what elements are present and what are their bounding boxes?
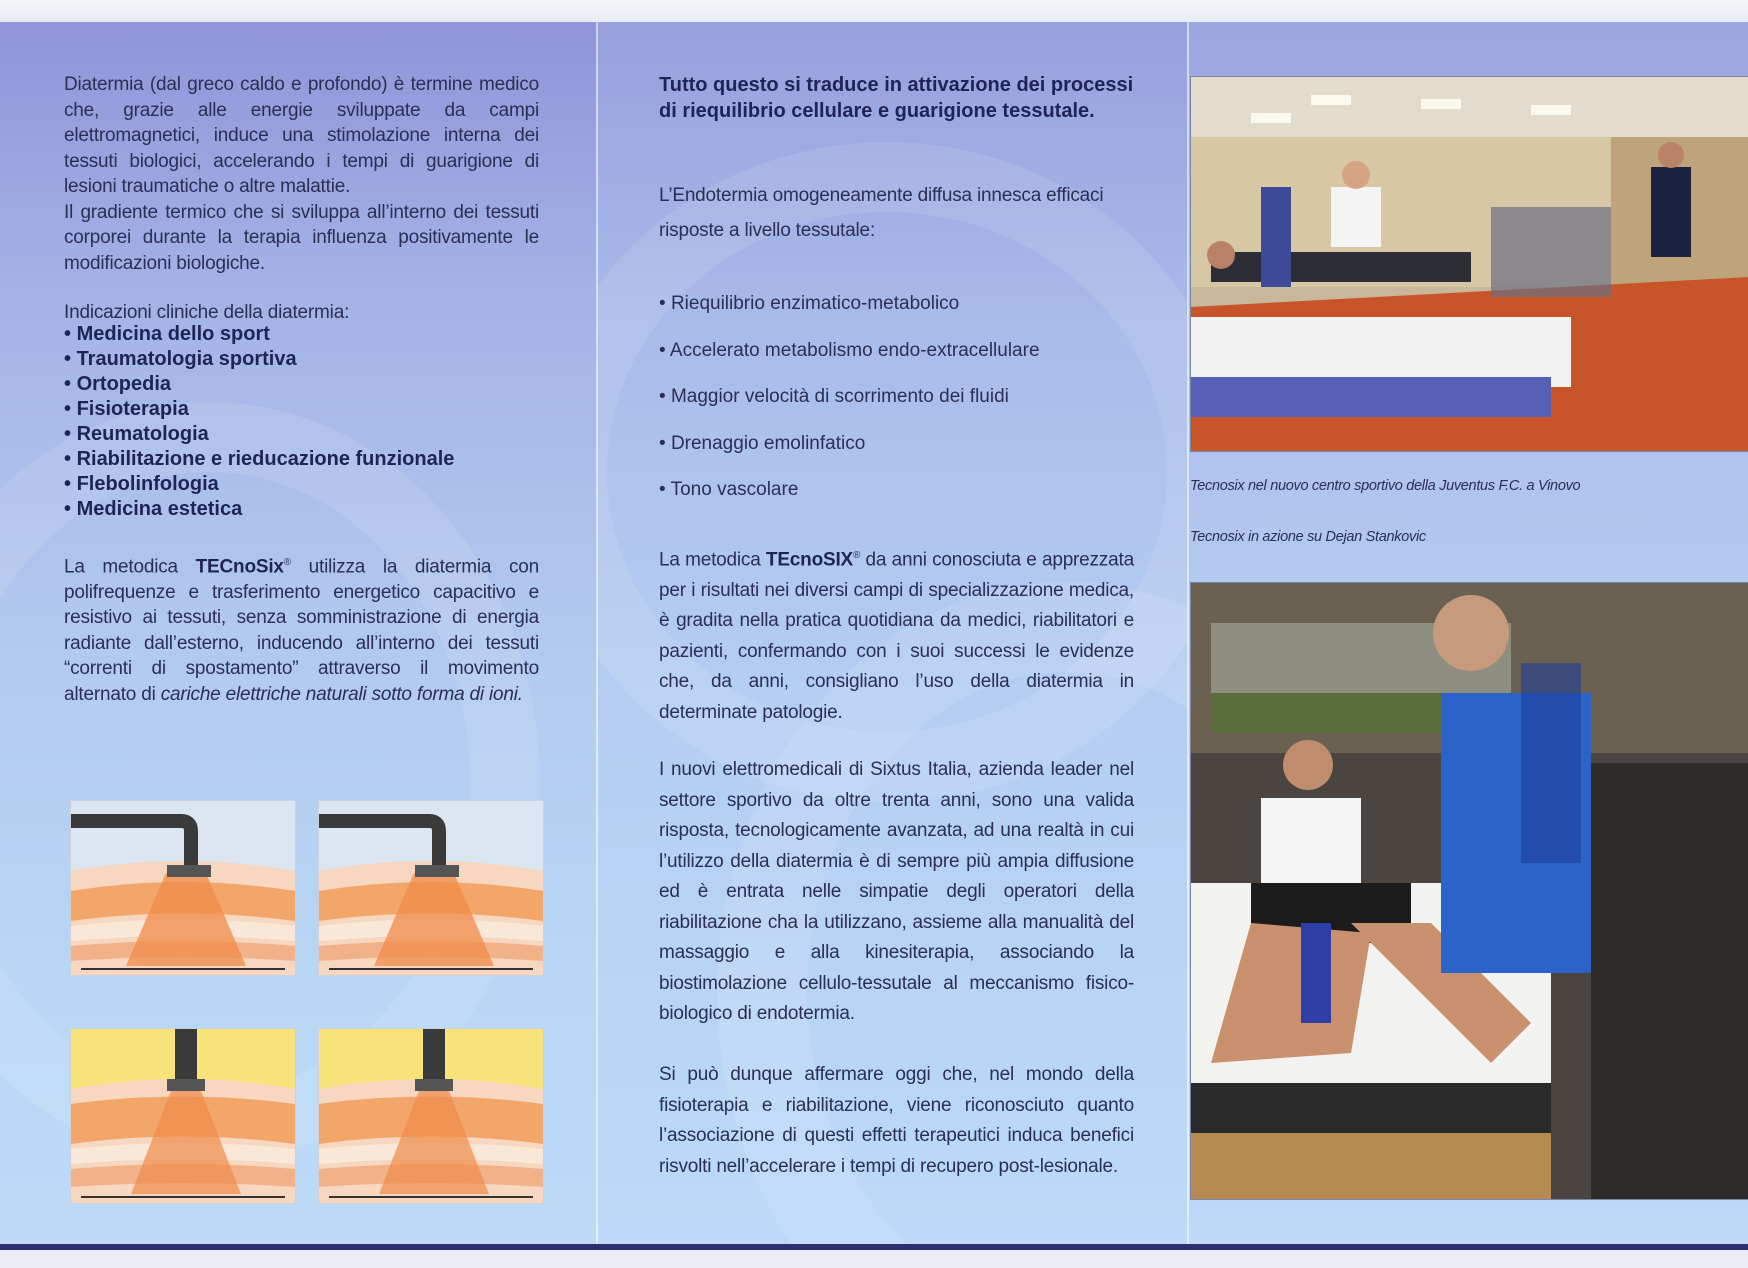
diagram-capacitive-2 — [318, 800, 544, 976]
fold-line — [1187, 22, 1189, 1244]
list-item: • Accelerato metabolismo endo-extracellulare — [659, 340, 1040, 387]
photo2-caption: Tecnosix in azione su Dejan Stankovic — [1190, 529, 1426, 545]
list-item: • Riabilitazione e rieducazione funzionale — [64, 447, 454, 472]
list-item: • Drenaggio emolinfatico — [659, 433, 1040, 480]
list-item: • Fisioterapia — [64, 397, 454, 422]
scan-top-edge — [0, 0, 1748, 22]
method-prefix: La metodica — [64, 556, 178, 578]
indications-list — [64, 322, 454, 522]
diagram-resistive-2 — [318, 1028, 544, 1204]
list-item: • Tono vascolare — [659, 479, 1040, 526]
list-item: • Traumatologia sportiva — [64, 347, 454, 372]
registered-mark: ® — [283, 557, 291, 568]
list-item: • Medicina dello sport — [64, 322, 454, 347]
indications-title: Indicazioni cliniche della diatermia: — [64, 302, 350, 323]
brand-name: TECnoSix — [195, 556, 284, 578]
method-prefix: La metodica — [659, 549, 761, 571]
list-item: • Maggior velocità di scorrimento dei fluidi — [659, 386, 1040, 433]
method-paragraph — [64, 550, 539, 707]
registered-mark: ® — [853, 550, 861, 561]
method-body: da anni conosciuta e apprezzata per i risultati nei diversi campi di specializzazione medica, è gradita nella pratica quotidiana da medici, riabilitatori e pazienti, confermando con i suoi successi le evidenze che, da anni, consigliano l’uso della diatermia in determinate patologie. — [659, 549, 1134, 723]
intro-text: Diatermia (dal greco caldo e profondo) è termine medico che, grazie alle energie sviluppate da campi elettromagnetici, induce una stimolazione interna dei tessuti biologici, accelerando i tempi di guarigione di lesioni traumatiche o altre malattie. — [64, 74, 539, 197]
athlete-treatment-photo — [1190, 582, 1748, 1200]
sixtus-paragraph: I nuovi elettromedicali di Sixtus Italia, azienda leader nel settore sportivo da oltre trenta anni, sono una valida risposta, tecnologicamente avanzata, ad una realtà in cui l’utilizzo della diatermia è di sempre più ampia diffusione ed è entrata nelle simpatie degli operatori della riabilitazione cha la utilizzano, assieme alla manualità del massaggio e alla kinesiterapia, associando la biostimolazione cellulo-tessutale al meccanismo fisico-biologico di endotermia. — [659, 759, 1134, 1024]
gradient-text: Il gradiente termico che si sviluppa all’interno dei tessuti corporei durante la terapia influenza positivamente le modificazioni biologiche. — [64, 201, 539, 274]
gym-treatment-room-photo — [1190, 76, 1748, 452]
conclusion-paragraph: Si può dunque affermare oggi che, nel mondo della fisioterapia e riabilitazione, viene riconosciuto quanto l’associazione di questi effetti terapeutici induca benefici risvolti nell’accelerare i tempi di recupero post-lesionale. — [659, 1064, 1134, 1177]
effects-list — [659, 293, 1040, 526]
endo-text: L’Endotermia omogeneamente diffusa innesca efficaci risposte a livello tessutale: — [659, 185, 1104, 241]
middle-heading: Tutto questo si traduce in attivazione dei processi di riequilibrio cellulare e guarigione tessutale. — [659, 74, 1134, 122]
brand-name: TEcnoSIX — [765, 549, 854, 571]
bottom-band — [0, 1244, 1748, 1250]
list-item: • Reumatologia — [64, 422, 454, 447]
intro-paragraph — [64, 72, 539, 276]
method-body: utilizza la diatermia con polifrequenze e trasferimento energetico capacitivo e resistivo ai tessuti, senza somministrazione di energia radiante dall’esterno, inducendo all’interno dei tessuti “correnti di spostamento” attraverso il movimento alternato di — [64, 556, 539, 705]
list-item: • Riequilibrio enzimatico-metabolico — [659, 293, 1040, 340]
diagram-capacitive-1 — [70, 800, 296, 976]
list-item: • Medicina estetica — [64, 497, 454, 522]
diagram-resistive-1 — [70, 1028, 296, 1204]
method-italic: cariche elettriche naturali sotto forma di ioni. — [160, 683, 523, 705]
fold-line — [596, 22, 598, 1244]
list-item: • Flebolinfologia — [64, 472, 454, 497]
middle-method-paragraph — [659, 541, 1134, 728]
list-item: • Ortopedia — [64, 372, 454, 397]
photo1-caption: Tecnosix nel nuovo centro sportivo della Juventus F.C. a Vinovo — [1190, 478, 1581, 494]
